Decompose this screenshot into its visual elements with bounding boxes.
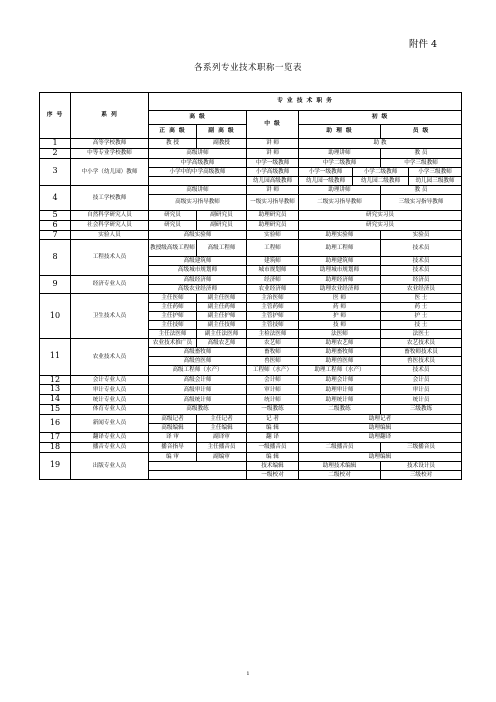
table-row — [40, 452, 462, 461]
cell: 农艺师 — [247, 339, 299, 348]
table-row — [40, 220, 462, 230]
header-full-senior: 正 高 级 — [149, 125, 197, 139]
cell: 主任护师 — [149, 311, 197, 320]
cell: 审计员 — [381, 385, 462, 395]
table-row — [40, 275, 462, 284]
cell: 幼儿园三级教师 — [409, 176, 462, 185]
cell: 副主任药师 — [197, 302, 247, 311]
cell: 建筑师 — [247, 257, 299, 266]
cell: 研究实习员 — [299, 210, 462, 220]
table-row — [40, 442, 462, 452]
cell: 三级实习指导教师 — [381, 194, 462, 210]
cell: 翻 译 — [247, 432, 299, 442]
cell: 高级讲师 — [149, 148, 247, 158]
cell: 教 员 — [381, 148, 462, 158]
cell: 讲 师 — [247, 185, 299, 194]
cell: 法医师 — [299, 330, 381, 339]
cell: 审计师 — [247, 385, 299, 395]
cell: 小学二级教师 — [353, 167, 409, 176]
table-row — [40, 395, 462, 405]
cell: 技术员 — [381, 257, 462, 266]
cell: 小学高级教师 — [247, 167, 299, 176]
cell: 助理讲师 — [299, 185, 381, 194]
row-number: 12 — [40, 375, 71, 385]
table-row — [40, 432, 462, 442]
header-seq: 序 号 — [40, 93, 71, 139]
series-name: 社会科学研究人员 — [71, 220, 149, 230]
cell — [149, 176, 247, 185]
cell: 兽医技术员 — [381, 357, 462, 366]
cell: 技 士 — [381, 321, 462, 330]
cell: 高级建筑师 — [149, 257, 247, 266]
cell — [149, 470, 247, 479]
cell: 助理工程师 — [299, 240, 381, 257]
row-number: 17 — [40, 432, 71, 442]
row-number: 5 — [40, 210, 71, 220]
cell: 小学中的中学高级教师 — [149, 167, 247, 176]
row-number: 10 — [40, 293, 71, 338]
cell: 助理建筑师 — [299, 257, 381, 266]
series-name: 工程技术人员 — [71, 240, 149, 275]
cell: 研究员 — [149, 220, 197, 230]
cell: 副研究员 — [197, 210, 247, 220]
cell: 副主任护师 — [197, 311, 247, 320]
cell: 高级审计师 — [149, 385, 247, 395]
cell: 高级实习指导教师 — [149, 194, 247, 210]
cell: 中学高级教师 — [149, 158, 247, 167]
cell: 一级实习指导教师 — [247, 194, 299, 210]
cell: 编 审 — [149, 452, 197, 461]
series-name: 出版专业人员 — [71, 452, 149, 479]
cell: 助理农艺师 — [299, 339, 381, 348]
series-name: 技工学校教师 — [71, 185, 149, 210]
row-number: 9 — [40, 275, 71, 293]
row-number: 6 — [40, 220, 71, 230]
cell: 护 士 — [381, 311, 462, 320]
row-number: 4 — [40, 185, 71, 210]
cell: 幼儿园一级教师 — [299, 176, 353, 185]
header-title-group: 专 业 技 术 职 务 — [149, 93, 462, 111]
cell: 高级工程师 — [197, 240, 247, 257]
cell: 主任法医师 — [149, 330, 197, 339]
cell: 主任技师 — [149, 321, 197, 330]
cell: 记 者 — [247, 414, 299, 423]
header-assistant: 助 理 级 — [299, 125, 381, 139]
cell: 助理经济师 — [299, 275, 381, 284]
series-name: 农业技术人员 — [71, 339, 149, 375]
cell: 主管药师 — [247, 302, 299, 311]
cell: 研究员 — [149, 210, 197, 220]
cell: 三级播音员 — [381, 442, 462, 452]
cell: 小学一级教师 — [299, 167, 353, 176]
cell: 幼儿园二级教师 — [353, 176, 409, 185]
cell: 高级经济师 — [149, 275, 247, 284]
cell: 经济员 — [381, 275, 462, 284]
series-name: 新闻专业人员 — [71, 414, 149, 432]
series-name: 自然科学研究人员 — [71, 210, 149, 220]
series-name: 统计专业人员 — [71, 395, 149, 405]
header-junior: 初 级 — [299, 111, 462, 125]
cell: 畜牧师技术员 — [381, 348, 462, 357]
cell: 主检法医师 — [247, 330, 299, 339]
series-name: 经济专业人员 — [71, 275, 149, 293]
cell: 幼儿园高级教师 — [247, 176, 299, 185]
cell: 中学一级教师 — [247, 158, 299, 167]
series-name: 中等专业学校教师 — [71, 148, 149, 158]
cell: 主管护师 — [247, 311, 299, 320]
cell: 高级会计师 — [149, 375, 247, 385]
table-row — [40, 339, 462, 348]
series-name: 审计专业人员 — [71, 385, 149, 395]
cell: 一级播音员 — [247, 442, 299, 452]
row-number: 2 — [40, 148, 71, 158]
series-name: 播音专业人员 — [71, 442, 149, 452]
cell: 助理编辑 — [299, 423, 462, 432]
row-number: 7 — [40, 230, 71, 240]
cell: 小学三级教师 — [409, 167, 462, 176]
cell — [149, 461, 247, 470]
cell: 副译审 — [197, 432, 247, 442]
header-senior: 高 级 — [149, 111, 247, 125]
cell: 高级农业经济师 — [149, 284, 247, 293]
cell: 中学三级教师 — [381, 158, 462, 167]
cell: 副主任医师 — [197, 293, 247, 302]
cell: 技术员 — [381, 266, 462, 275]
cell: 主任医师 — [149, 293, 197, 302]
cell: 二级教练 — [299, 404, 381, 414]
cell: 主任播音员 — [197, 442, 247, 452]
cell: 播音指导 — [149, 442, 197, 452]
cell: 助理农业经济师 — [299, 284, 381, 293]
cell: 医 士 — [381, 293, 462, 302]
cell: 教 员 — [381, 185, 462, 194]
cell: 一级教练 — [247, 404, 299, 414]
cell: 讲 师 — [247, 139, 299, 149]
row-number: 18 — [40, 442, 71, 452]
cell: 二级播音员 — [299, 442, 381, 452]
cell: 助理审计师 — [299, 385, 381, 395]
row-number: 19 — [40, 452, 71, 479]
cell: 讲 师 — [247, 148, 299, 158]
cell: 高级畜牧师 — [149, 348, 247, 357]
page-title: 各系列专业技术职称一览表 — [193, 63, 302, 73]
cell: 助理会计师 — [299, 375, 381, 385]
cell: 副主任法医师 — [197, 330, 247, 339]
cell: 教授级高级工程师 — [149, 240, 197, 257]
cell: 主任记者 — [197, 414, 247, 423]
attachment-label: 附件 4 — [409, 39, 438, 50]
cell: 农业经济员 — [381, 284, 462, 293]
row-number: 1 — [40, 139, 71, 149]
table-row — [40, 185, 462, 194]
table-row — [40, 148, 462, 158]
header-deputy-senior: 副 高 级 — [197, 125, 247, 139]
cell: 法医士 — [381, 330, 462, 339]
cell: 技术编辑 — [247, 461, 299, 470]
cell: 畜牧师 — [247, 348, 299, 357]
row-number: 8 — [40, 240, 71, 275]
cell: 助 教 — [299, 139, 462, 149]
cell: 助理翻译 — [299, 432, 462, 442]
cell: 高级工程师（水产） — [149, 366, 247, 375]
cell: 农艺技术员 — [381, 339, 462, 348]
cell: 主任编辑 — [197, 423, 247, 432]
cell: 教 授 — [149, 139, 197, 149]
row-number: 14 — [40, 395, 71, 405]
table-row — [40, 404, 462, 414]
table-row — [40, 385, 462, 395]
cell: 编 辑 — [247, 423, 299, 432]
cell: 研究实习员 — [299, 220, 462, 230]
cell: 主任药师 — [149, 302, 197, 311]
page-number: 1 — [246, 671, 250, 677]
cell: 主治医师 — [247, 293, 299, 302]
series-name: 实验人员 — [71, 230, 149, 240]
cell: 高级兽医师 — [149, 357, 247, 366]
cell: 护 师 — [299, 311, 381, 320]
series-name: 会计专业人员 — [71, 375, 149, 385]
cell: 中学二级教师 — [299, 158, 381, 167]
cell: 一级校对 — [247, 470, 299, 479]
cell: 技术员 — [381, 240, 462, 257]
cell: 农业技术推广员 — [149, 339, 197, 348]
cell: 技术设计员 — [381, 461, 462, 470]
table-row — [40, 293, 462, 302]
cell: 会计员 — [381, 375, 462, 385]
cell: 助理统计师 — [299, 395, 381, 405]
series-name: 中小学（幼儿园）教师 — [71, 158, 149, 185]
row-number: 13 — [40, 385, 71, 395]
cell: 助理讲师 — [299, 148, 381, 158]
cell: 医 师 — [299, 293, 381, 302]
cell: 技术员 — [381, 366, 462, 375]
cell: 助理技术编辑 — [299, 461, 381, 470]
cell: 三级教练 — [381, 404, 462, 414]
cell: 副主任技师 — [197, 321, 247, 330]
row-number: 15 — [40, 404, 71, 414]
cell: 药 士 — [381, 302, 462, 311]
cell: 经济师 — [247, 275, 299, 284]
cell: 兽医师 — [247, 357, 299, 366]
cell: 助理兽医师 — [299, 357, 381, 366]
cell: 助理实验师 — [299, 230, 381, 240]
cell: 二级实习指导教师 — [299, 194, 381, 210]
header-member: 员 级 — [381, 125, 462, 139]
cell: 药 师 — [299, 302, 381, 311]
cell: 高级统计师 — [149, 395, 247, 405]
cell: 助理城市规划师 — [299, 266, 381, 275]
table-row — [40, 210, 462, 220]
cell: 农业经济师 — [247, 284, 299, 293]
table-row — [40, 414, 462, 423]
cell: 助理研究员 — [247, 210, 299, 220]
cell: 高级城市规划师 — [149, 266, 247, 275]
cell: 高级农艺师 — [197, 339, 247, 348]
cell: 副研究员 — [197, 220, 247, 230]
cell: 译 审 — [149, 432, 197, 442]
cell: 实验师 — [247, 230, 299, 240]
cell: 助理研究员 — [247, 220, 299, 230]
table-row — [40, 139, 462, 149]
series-name: 卫生技术人员 — [71, 293, 149, 338]
cell: 主管技师 — [247, 321, 299, 330]
header-intermediate: 中 级 — [247, 111, 299, 139]
cell: 助理记者 — [299, 414, 462, 423]
cell: 三级校对 — [381, 470, 462, 479]
table-row — [40, 158, 462, 167]
cell: 高级记者 — [149, 414, 197, 423]
title-table — [39, 92, 462, 480]
cell: 工程师 — [247, 240, 299, 257]
row-number: 11 — [40, 339, 71, 375]
cell: 高级讲师 — [149, 185, 247, 194]
cell: 统计师 — [247, 395, 299, 405]
cell: 编 辑 — [247, 452, 299, 461]
cell: 高级教练 — [149, 404, 247, 414]
cell: 技 师 — [299, 321, 381, 330]
cell: 统计员 — [381, 395, 462, 405]
table-row — [40, 375, 462, 385]
cell: 工程师（水产） — [247, 366, 299, 375]
series-name: 高等学校教师 — [71, 139, 149, 149]
cell: 二级校对 — [299, 470, 381, 479]
cell: 副编审 — [197, 452, 247, 461]
series-name: 体育专业人员 — [71, 404, 149, 414]
cell: 实验员 — [381, 230, 462, 240]
cell: 助理编辑 — [299, 452, 462, 461]
cell: 副教授 — [197, 139, 247, 149]
table-row — [40, 230, 462, 240]
cell: 助理畜牧师 — [299, 348, 381, 357]
cell: 高级编辑 — [149, 423, 197, 432]
row-number: 3 — [40, 158, 71, 185]
table-row — [40, 240, 462, 257]
series-name: 翻译专业人员 — [71, 432, 149, 442]
cell: 会计师 — [247, 375, 299, 385]
cell: 城市规划师 — [247, 266, 299, 275]
cell: 助理工程师（水产） — [299, 366, 381, 375]
cell: 高级实验师 — [149, 230, 247, 240]
row-number: 16 — [40, 414, 71, 432]
header-series: 系 列 — [71, 93, 149, 139]
